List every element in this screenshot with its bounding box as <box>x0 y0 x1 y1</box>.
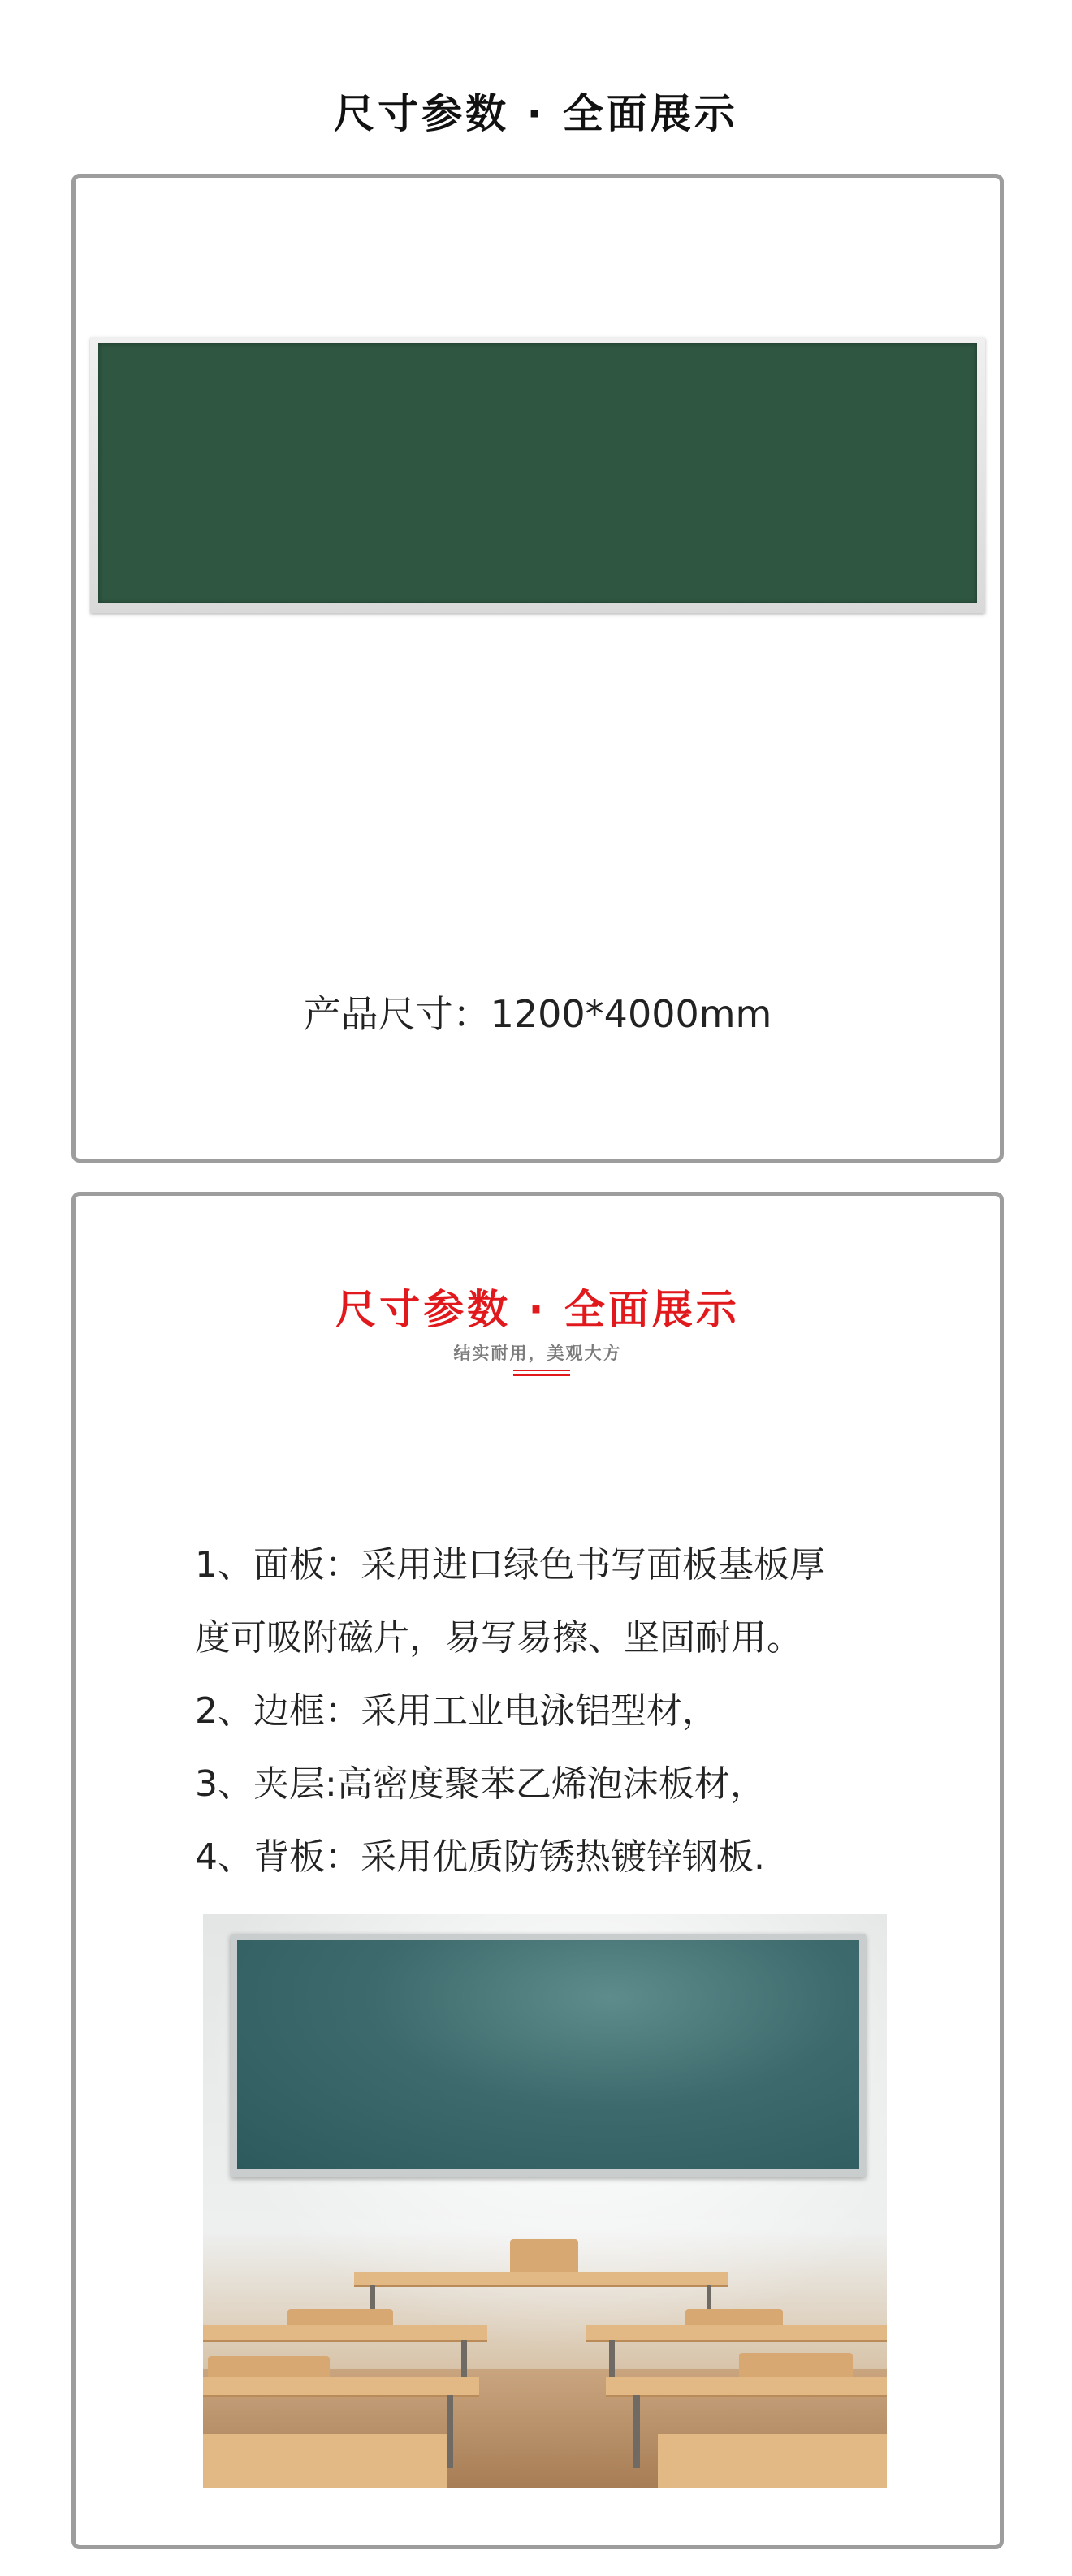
spec-line: 2、边框：采用工业电泳铝型材， <box>195 1690 718 1732</box>
desk <box>658 2434 887 2488</box>
back-desk <box>354 2272 728 2285</box>
blackboard-green-surface <box>98 343 977 603</box>
classroom-blackboard-surface <box>237 1940 859 2169</box>
spec-title: 尺寸参数 · 全面展示 <box>335 1286 740 1333</box>
red-divider-bottom <box>513 1374 570 1376</box>
spec-slogan: 结实耐用，美观大方 <box>453 1344 622 1363</box>
blackboard-image <box>90 337 985 613</box>
spec-line: 4、背板：采用优质防锈热镀锌钢板. <box>195 1836 765 1878</box>
back-chair <box>510 2239 578 2275</box>
spec-line: 度可吸附磁片，易写易擦、坚固耐用。 <box>195 1617 802 1659</box>
page-title: 尺寸参数 · 全面展示 <box>334 90 738 137</box>
desk <box>203 2434 447 2488</box>
size-display-panel <box>71 174 1004 1163</box>
desk <box>203 2325 487 2340</box>
product-size-caption: 产品尺寸：1200*4000mm <box>303 992 772 1036</box>
desk <box>586 2325 887 2340</box>
desk <box>606 2377 887 2395</box>
desk-leg <box>633 2395 640 2468</box>
classroom-blackboard <box>231 1934 866 2177</box>
spec-list <box>195 1529 958 1894</box>
red-divider-top <box>513 1370 570 1371</box>
spec-line: 1、面板：采用进口绿色书写面板基板厚 <box>195 1544 825 1586</box>
desk <box>203 2377 479 2395</box>
classroom-photo <box>203 1914 887 2488</box>
spec-panel <box>71 1192 1004 2549</box>
spec-line: 3、夹层:高密度聚苯乙烯泡沫板材， <box>195 1763 766 1805</box>
desk-leg <box>447 2395 453 2468</box>
